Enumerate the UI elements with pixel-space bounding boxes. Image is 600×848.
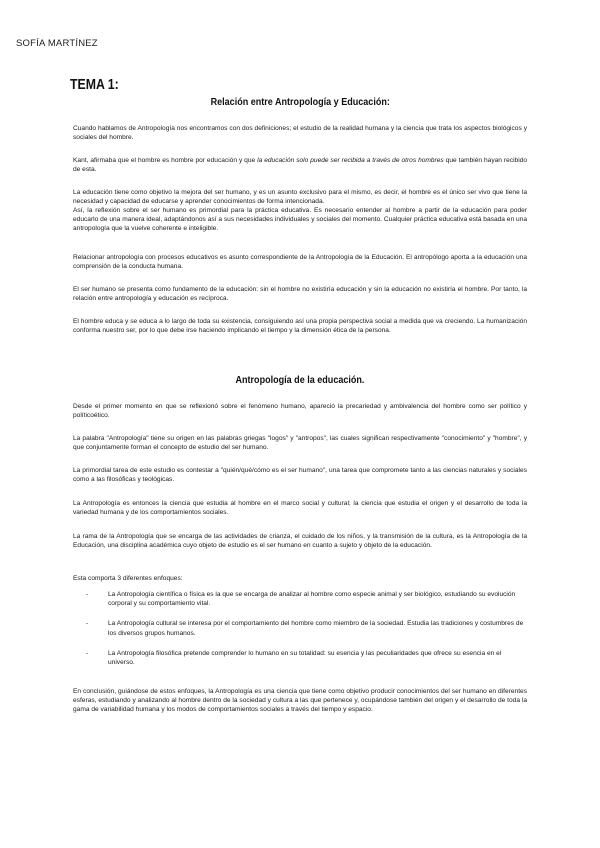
- section-2-paragraph-1: Desde el primer momento en que se reflexionó sobre el fenómeno humano, apareció la precariedad y ambivalencia del hombre como ser político y políticoético.: [73, 403, 527, 420]
- section-1-paragraph-2: Kant, afirmaba que el hombre es hombre por educación y que la educación solo puede ser recibida a través de otros hombres que también hayan recibido de esta.: [73, 157, 528, 174]
- section-2-paragraph-3: La primordial tarea de este estudio es contestar a "quién/qué/cómo es el ser humano", una tarea que compromete tanto a las ciencias naturales y sociales como a las filosóficas y teológicas.: [73, 467, 527, 484]
- list-item: - La Antropología filosófica pretende comprender lo humano en su totalidad: su esencia y las peculiaridades que ofrece su esencia en el universo.: [86, 649, 502, 667]
- list-item: - La Antropología científica o física es la que se encarga de analizar al hombre como especie animal y ser biológico, estudiando su evolución corporal y su comportamiento vital.: [86, 591, 516, 608]
- section-2-heading: Antropología de la educación.: [235, 374, 365, 386]
- section-2-paragraph-6: Esta comporta 3 diferentes enfoques:: [73, 575, 183, 582]
- approaches-list: [86, 590, 526, 678]
- section-1-paragraph-5: El ser humano se presenta como fundamento de la educación: sin el hombre no existiría educación y sin la educación no existiría el hombre. Por tanto, la relación entre antropología y educación es recíproca.: [73, 286, 527, 303]
- list-item: - La Antropología cultural se interesa por el comportamiento del hombre como miembro de la sociedad. Estudia las tradiciones y costumbres de los diversos grupos humanos.: [86, 620, 524, 637]
- section-1-paragraph-6: El hombre educa y se educa a lo largo de toda su existencia, consiguiendo así una propia perspectiva social a medida que va creciendo. La humanización conforma nuestro ser, por lo que debe irse haciendo implicando el tiempo y la dimensión ética de la persona.: [73, 318, 527, 335]
- author-name: SOFÍA MARTÍNEZ: [16, 38, 98, 49]
- conclusion-paragraph: En conclusión, guiándose de estos enfoques, la Antropología es una ciencia que tiene como objetivo producir conocimientos del ser humano en diferentes esferas, estudiando y analizando al hombre dentro de la sociedad y cultura a las que pertenece y, ocupándose también del origen y el desarrollo de toda la gama de variabilidad humana y los modos de comportamientos sociales a través del tiempo y espacio.: [73, 688, 527, 714]
- tema-title: TEMA 1:: [70, 76, 119, 93]
- section-2-paragraph-4: La Antropología es entonces la ciencia que estudia al hombre en el marco social y cultural; la ciencia que estudia el origen y el desarrollo de toda la variedad humana y de los comportamientos sociales.: [73, 500, 527, 517]
- section-2-paragraph-2: La palabra "Antropología" tiene su origen en las palabras griegas "logos" y "antropos", las cuales significan respectivamente "conocimiento" y "hombre", y que conjuntamente forman el concepto de estudio del ser humano.: [73, 435, 527, 452]
- section-1-paragraph-3b: Así, la reflexión sobre el ser humano es primordial para la práctica educativa. Es necesario entender al hombre a partir de la educación para poder educarlo de una manera ideal, adaptándonos así a sus necesidades individuales y sociales del momento. Cualquier práctica educativa está basada en una antropología que la vuelve coherente e inteligible.: [73, 207, 527, 233]
- kant-quote: la educación solo puede ser recibida a través de otros hombres: [257, 157, 444, 164]
- section-1-heading: Relación entre Antropología y Educación:: [210, 96, 390, 108]
- section-2-paragraph-5: La rama de la Antropología que se encarga de las actividades de crianza, el cuidado de los niños, y la transmisión de la cultura, es la Antropología de la Educación, una disciplina académica cuyo objeto de estudio es el ser humano en cuanto a sujeto y objeto de la educación.: [73, 533, 527, 550]
- section-1-paragraph-3: La educación tiene como objetivo la mejora del ser humano, y es un asunto exclusivo para el mismo, es decir, el hombre es el único ser vivo que tiene la necesidad y capacidad de educarse y aprender conocimientos de forma intencionada.: [73, 189, 527, 206]
- section-1-paragraph-4: Relacionar antropología con procesos educativos es asunto correspondiente de la Antropología de la Educación. El antropólogo aporta a la educación una comprensión de la conducta humana.: [73, 254, 527, 271]
- section-1-paragraph-1: Cuando hablamos de Antropología nos encontramos con dos definiciones; el estudio de la realidad humana y la ciencia que trata los aspectos biológicos y sociales del hombre.: [73, 125, 527, 142]
